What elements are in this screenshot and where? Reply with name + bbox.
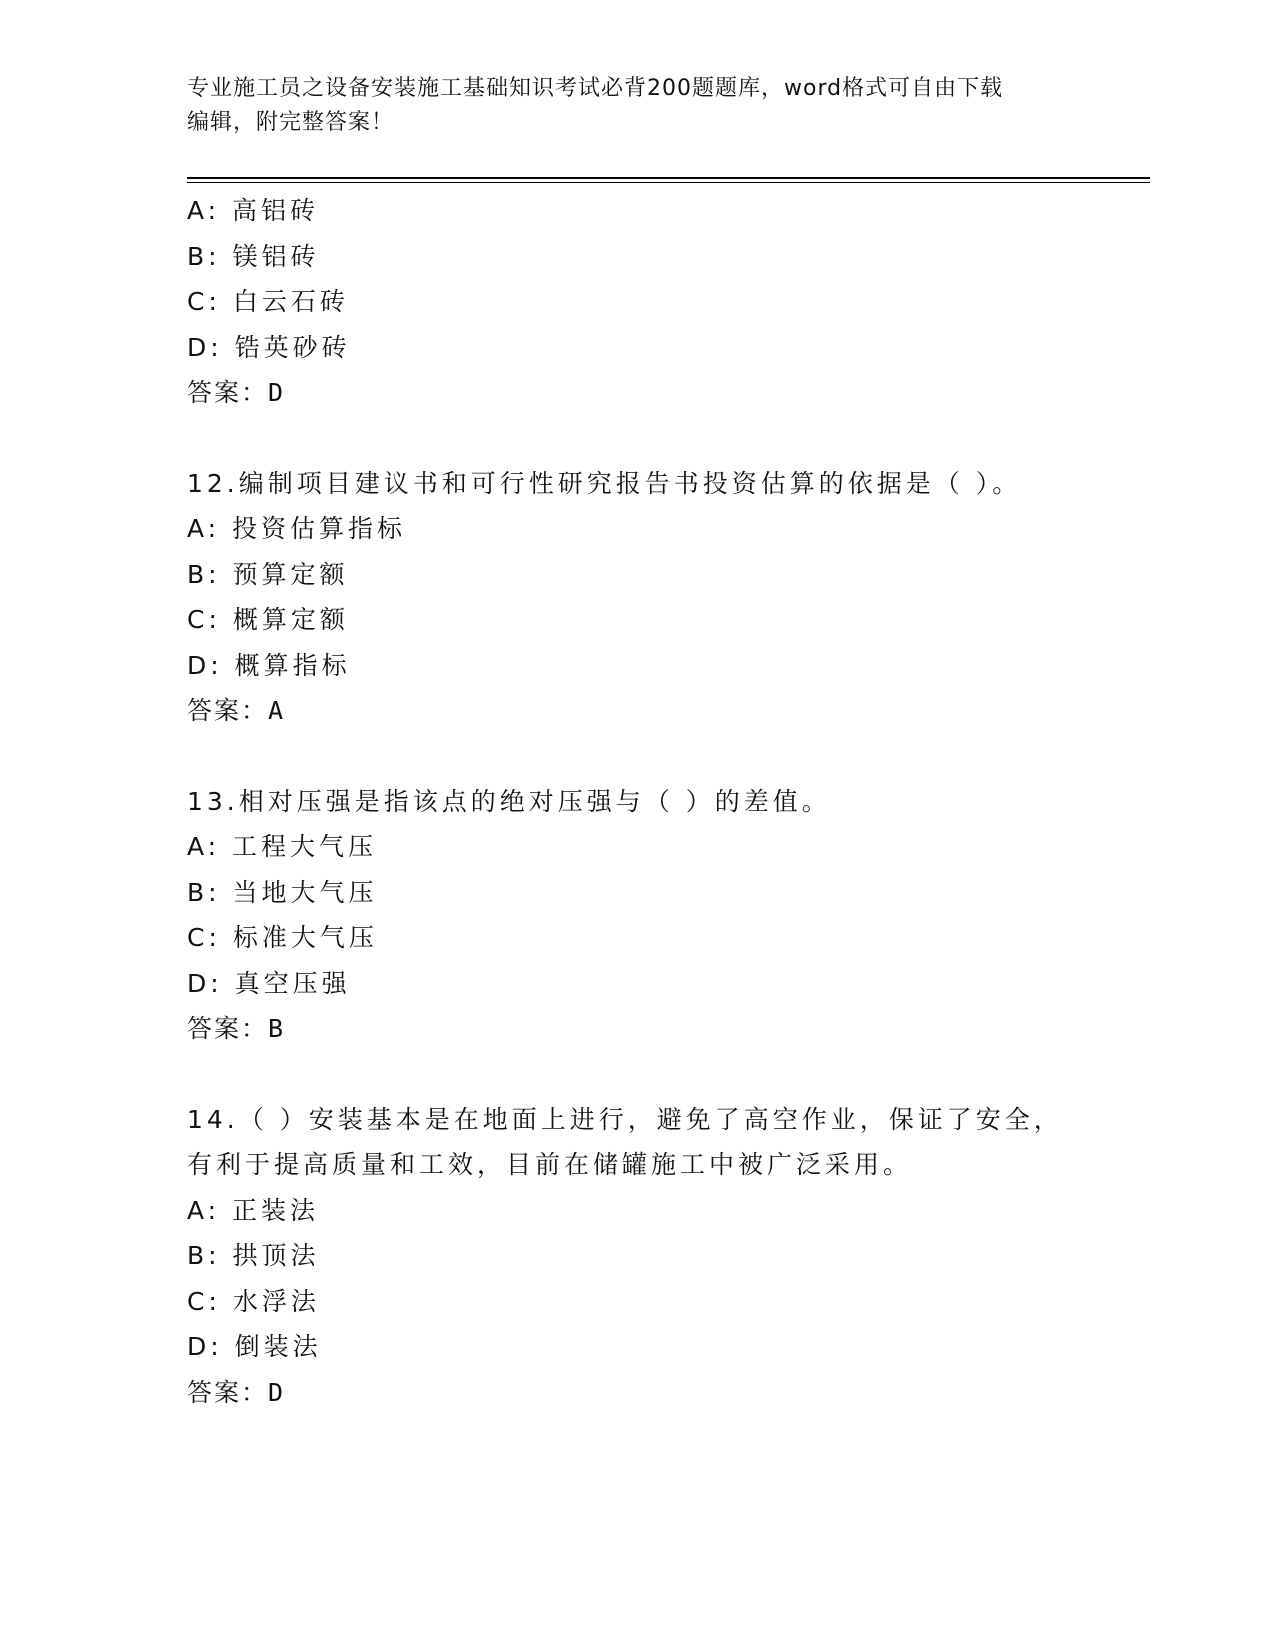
q12-stem: 12.编制项目建议书和可行性研究报告书投资估算的依据是（ ）。 [187,468,1022,498]
q14-option-c: C: 水浮法 [187,1286,320,1316]
question-list [187,188,1087,1415]
question-14 [187,1097,1087,1416]
q13-answer: 答案：B [187,1014,286,1043]
q11-answer: 答案：D [187,378,286,407]
q14-answer: 答案：D [187,1377,286,1407]
header-divider-thin [187,182,1150,183]
q14-option-b: B: 拱顶法 [187,1241,320,1270]
q12-option-b: B: 预算定额 [187,559,349,589]
q14-stem-line-1: 14.（ ）安装基本是在地面上进行，避免了高空作业，保证了安全， [187,1104,1063,1134]
q13-option-c: C: 标准大气压 [187,923,378,952]
q13-option-d: D: 真空压强 [187,968,351,998]
q14-option-d: D: 倒装法 [187,1332,322,1361]
q11-option-c: C: 白云石砖 [187,287,349,316]
q12-option-a: A: 投资估算指标 [187,514,407,543]
q12-option-c: C: 概算定额 [187,605,349,634]
header-title-line-2: 编辑，附完整答案！ [187,110,395,135]
question-spacer [187,1052,1087,1097]
q12-answer: 答案：A [187,696,286,725]
question-13 [187,779,1087,1052]
header-divider-thick [187,177,1150,179]
q11-option-a: A: 高铝砖 [187,196,320,225]
header-title-line-1: 专业施工员之设备安装施工基础知识考试必背200题题库，word格式可自由下载 [187,76,1004,101]
q14-stem-line-2: 有利于提高质量和工效，目前在储罐施工中被广泛采用。 [187,1150,913,1179]
question-spacer [187,416,1087,461]
q14-option-a: A: 正装法 [187,1195,320,1225]
q13-stem: 13.相对压强是指该点的绝对压强与（ ）的差值。 [187,786,831,816]
q11-option-b: B: 镁铝砖 [187,241,320,271]
q13-option-b: B: 当地大气压 [187,877,378,907]
question-12 [187,461,1087,734]
document-header [187,72,1087,140]
question-11 [187,188,1087,416]
q13-option-a: A: 工程大气压 [187,832,378,861]
question-spacer [187,734,1087,779]
q11-option-d: D: 锆英砂砖 [187,332,351,362]
q12-option-d: D: 概算指标 [187,650,351,680]
